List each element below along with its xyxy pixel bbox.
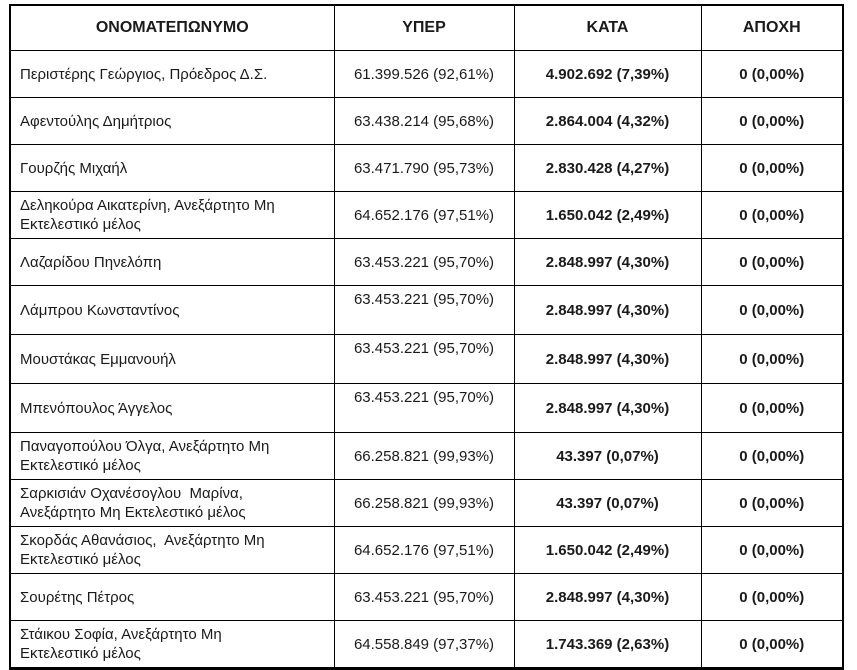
- table-row: [10, 621, 843, 669]
- cell-yper: 63.453.221 (95,70%): [334, 574, 514, 621]
- cell-yper: 63.438.214 (95,68%): [334, 98, 514, 145]
- cell-yper: 61.399.526 (92,61%): [334, 51, 514, 98]
- col-header-yper: ΥΠΕΡ: [334, 5, 514, 51]
- cell-kata: 4.902.692 (7,39%): [514, 51, 701, 98]
- cell-apoxi: 0 (0,00%): [701, 192, 843, 239]
- cell-yper: 64.558.849 (97,37%): [334, 621, 514, 669]
- cell-kata: 1.650.042 (2,49%): [514, 527, 701, 574]
- cell-apoxi: 0 (0,00%): [701, 239, 843, 286]
- cell-kata: 2.848.997 (4,30%): [514, 384, 701, 433]
- cell-name: Παναγοπούλου Όλγα, Ανεξάρτητο Μη Εκτελεστικό μέλος: [10, 433, 334, 480]
- cell-apoxi: 0 (0,00%): [701, 286, 843, 335]
- table-row: [10, 480, 843, 527]
- table-header-row: [10, 5, 843, 51]
- cell-yper: 63.453.221 (95,70%): [334, 384, 514, 433]
- cell-kata: 43.397 (0,07%): [514, 480, 701, 527]
- cell-kata: 1.650.042 (2,49%): [514, 192, 701, 239]
- col-header-kata: ΚΑΤΑ: [514, 5, 701, 51]
- cell-kata: 2.848.997 (4,30%): [514, 239, 701, 286]
- cell-yper: 63.471.790 (95,73%): [334, 145, 514, 192]
- cell-apoxi: 0 (0,00%): [701, 433, 843, 480]
- cell-name: Λαζαρίδου Πηνελόπη: [10, 239, 334, 286]
- cell-name: Λάμπρου Κωνσταντίνος: [10, 286, 334, 335]
- table-row: [10, 239, 843, 286]
- col-header-name: ΟΝΟΜΑΤΕΠΩΝΥΜΟ: [10, 5, 334, 51]
- cell-name: Περιστέρης Γεώργιος, Πρόεδρος Δ.Σ.: [10, 51, 334, 98]
- cell-kata: 2.848.997 (4,30%): [514, 286, 701, 335]
- cell-yper: 63.453.221 (95,70%): [334, 335, 514, 384]
- table-row: [10, 51, 843, 98]
- cell-apoxi: 0 (0,00%): [701, 335, 843, 384]
- table-row: [10, 527, 843, 574]
- cell-name: Σουρέτης Πέτρος: [10, 574, 334, 621]
- cell-apoxi: 0 (0,00%): [701, 98, 843, 145]
- cell-yper: 63.453.221 (95,70%): [334, 286, 514, 335]
- col-header-apoxi: ΑΠΟΧΗ: [701, 5, 843, 51]
- cell-yper: 66.258.821 (99,93%): [334, 480, 514, 527]
- cell-kata: 1.743.369 (2,63%): [514, 621, 701, 669]
- cell-name: Σαρκισιάν Οχανέσογλου Μαρίνα, Ανεξάρτητο Μη Εκτελεστικό μέλος: [10, 480, 334, 527]
- cell-kata: 43.397 (0,07%): [514, 433, 701, 480]
- cell-name: Στάικου Σοφία, Ανεξάρτητο Μη Εκτελεστικό μέλος: [10, 621, 334, 669]
- cell-apoxi: 0 (0,00%): [701, 51, 843, 98]
- cell-apoxi: 0 (0,00%): [701, 145, 843, 192]
- cell-name: Αφεντούλης Δημήτριος: [10, 98, 334, 145]
- cell-kata: 2.864.004 (4,32%): [514, 98, 701, 145]
- table-row: [10, 384, 843, 433]
- cell-yper: 64.652.176 (97,51%): [334, 192, 514, 239]
- table-row: [10, 574, 843, 621]
- table-row: [10, 192, 843, 239]
- cell-apoxi: 0 (0,00%): [701, 480, 843, 527]
- table-row: [10, 335, 843, 384]
- cell-name: Δεληκούρα Αικατερίνη, Ανεξάρτητο Μη Εκτελεστικό μέλος: [10, 192, 334, 239]
- cell-kata: 2.848.997 (4,30%): [514, 574, 701, 621]
- cell-apoxi: 0 (0,00%): [701, 574, 843, 621]
- cell-name: Σκορδάς Αθανάσιος, Ανεξάρτητο Μη Εκτελεστικό μέλος: [10, 527, 334, 574]
- cell-kata: 2.830.428 (4,27%): [514, 145, 701, 192]
- voting-results-table: [9, 4, 844, 670]
- table-row: [10, 98, 843, 145]
- cell-yper: 63.453.221 (95,70%): [334, 239, 514, 286]
- cell-apoxi: 0 (0,00%): [701, 527, 843, 574]
- cell-apoxi: 0 (0,00%): [701, 621, 843, 669]
- cell-yper: 66.258.821 (99,93%): [334, 433, 514, 480]
- cell-apoxi: 0 (0,00%): [701, 384, 843, 433]
- cell-name: Μπενόπουλος Άγγελος: [10, 384, 334, 433]
- cell-yper: 64.652.176 (97,51%): [334, 527, 514, 574]
- table-row: [10, 433, 843, 480]
- cell-name: Γουρζής Μιχαήλ: [10, 145, 334, 192]
- table-row: [10, 145, 843, 192]
- cell-kata: 2.848.997 (4,30%): [514, 335, 701, 384]
- table-row: [10, 286, 843, 335]
- cell-name: Μουστάκας Εμμανουήλ: [10, 335, 334, 384]
